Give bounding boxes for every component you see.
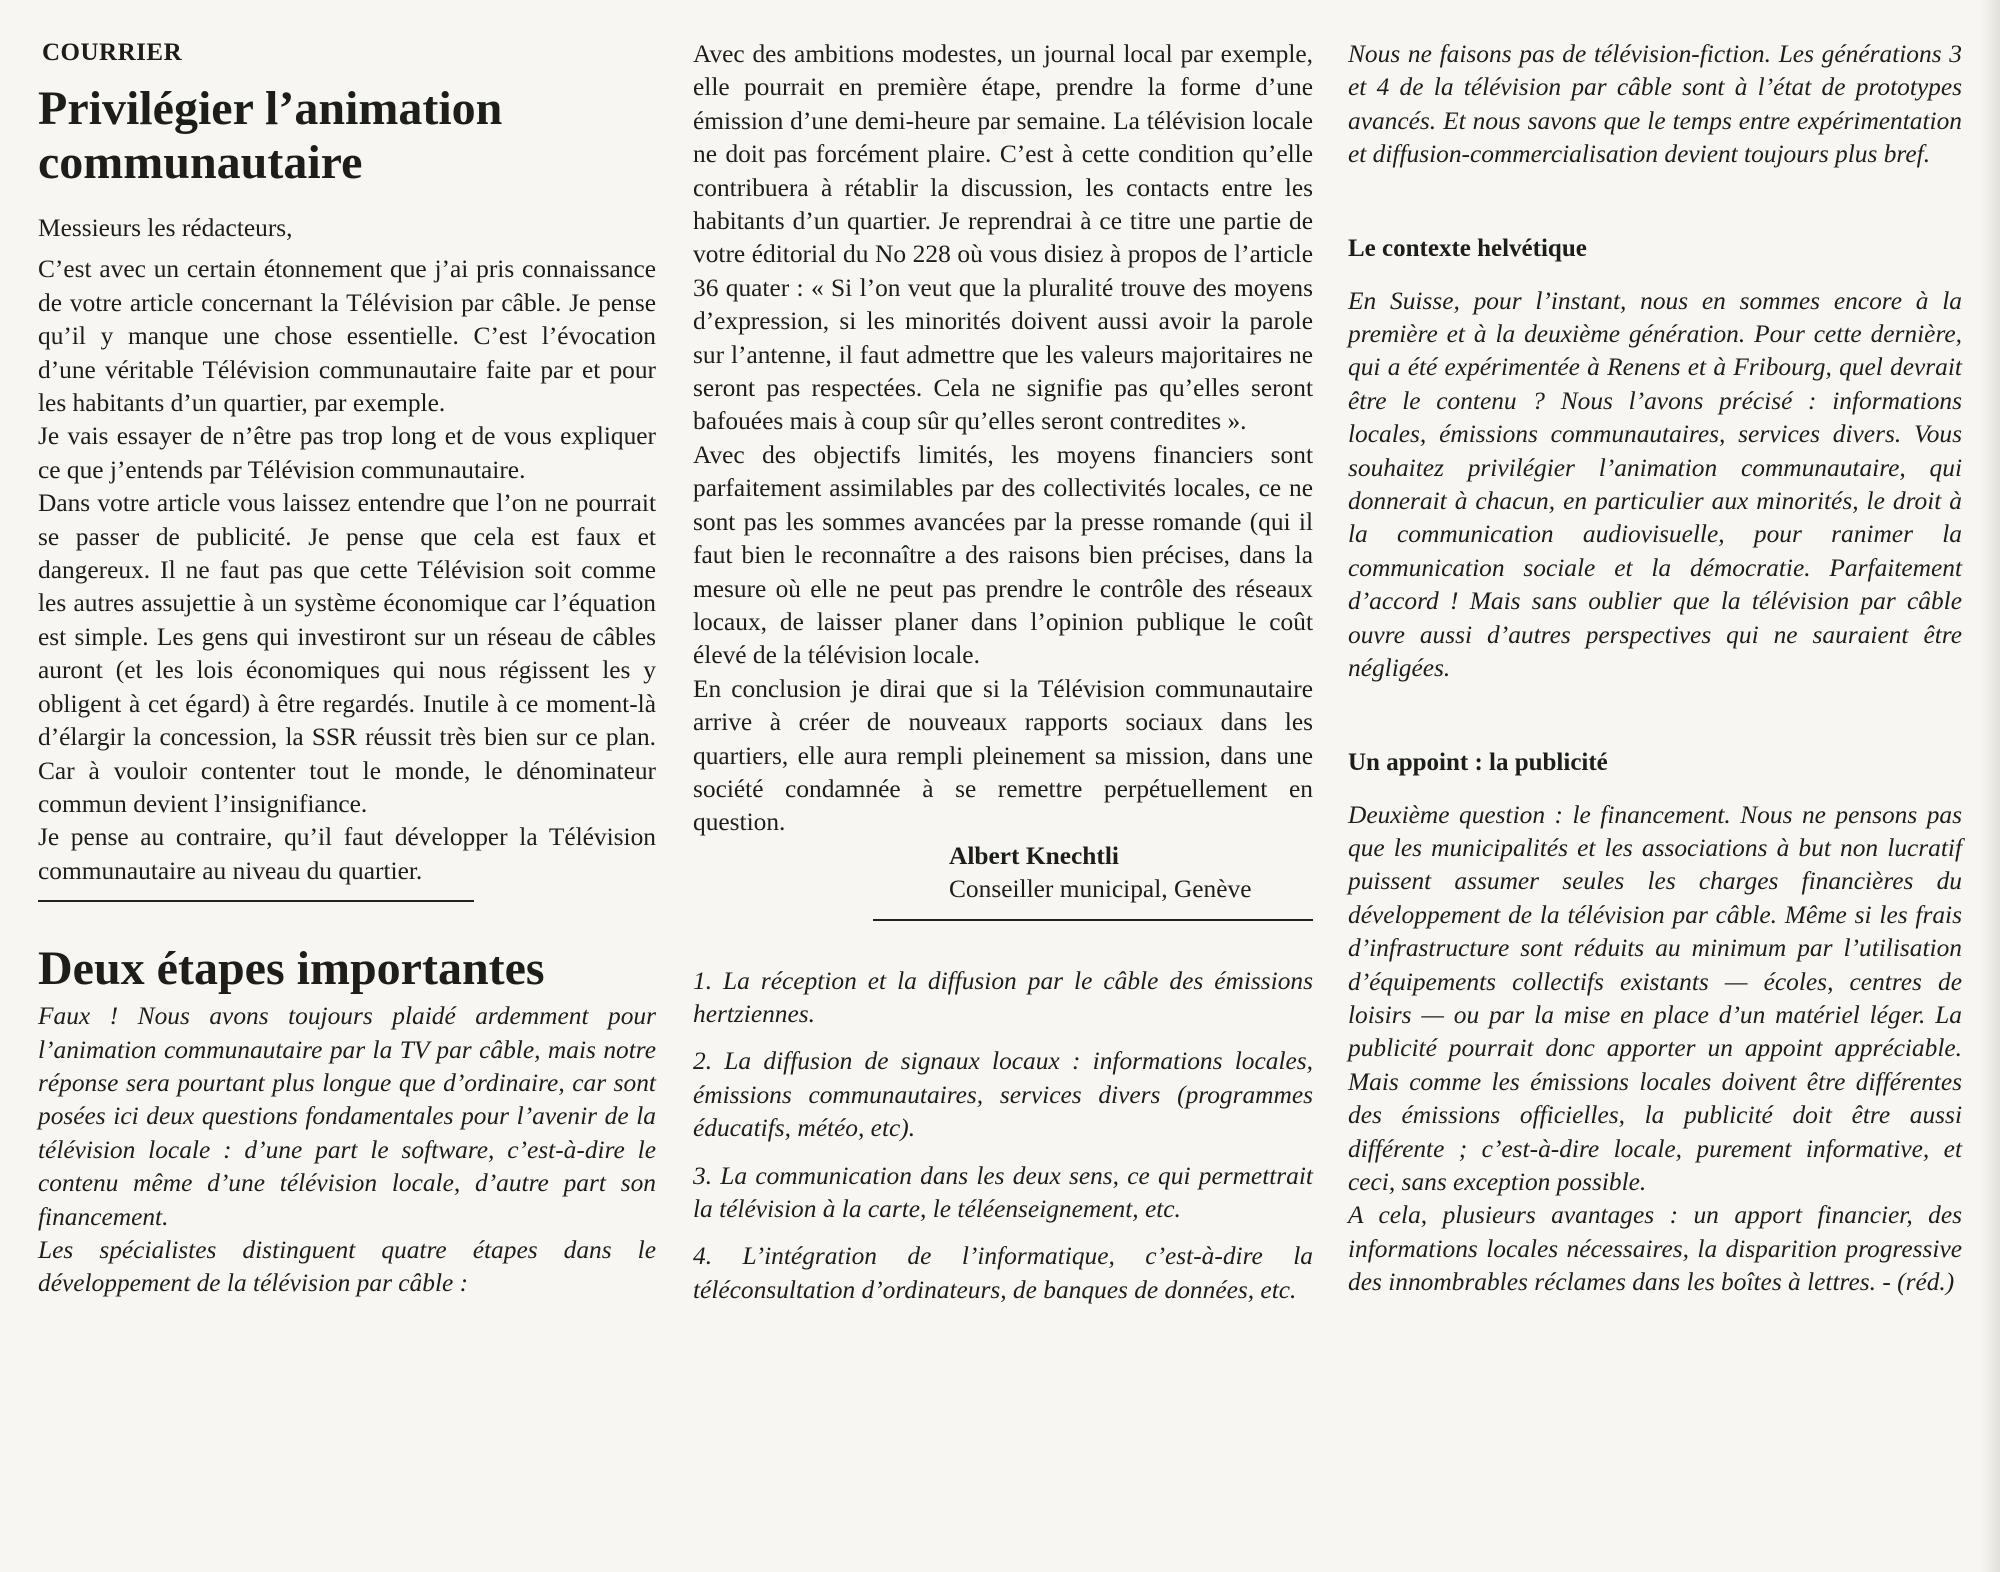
step-item: 1. La réception et la diffusion par le câble des émissions hertziennes.: [693, 966, 1313, 1028]
reply-title: Deux étapes importantes: [38, 942, 545, 996]
letter-paragraph: C’est avec un certain étonnement que j’ai pris connaissance de votre article concernant la Télévision par câble. Je pense qu’il y manque une chose essentielle. C’est l’évocation d’une véritable Télévision communautaire faite par et pour les habitants d’un quartier, par exemple.: [38, 255, 656, 418]
letter-title: Privilégier l’animation communautaire: [38, 82, 503, 189]
letter-salutation: Messieurs les rédacteurs,: [38, 214, 293, 242]
subheading-swiss-context: Le contexte helvétique: [1348, 234, 1587, 262]
letter-paragraph: Je vais essayer de n’être pas trop long et de vous expliquer ce que j’entends par Télévision communautaire.: [38, 422, 656, 484]
letter-paragraph: Dans votre article vous laissez entendre que l’on ne pourrait se passer de publicité. Je pense que cela est faux et dangereux. Il ne faut pas que cette Télévision soit comme les autres assujettie à un système économique car l’équation est simple. Les gens qui investiront sur un réseau de câbles auront (et les lois économiques qui nous régissent les y obligent à cet égard) à être regardés. Inutile à ce moment-là d’élargir la concession, la SSR réussit très bien sur ce plan. Car à vouloir contenter tout le monde, le dénominateur commun devient l’insignifiance.: [38, 489, 656, 818]
subheading-advertising: Un appoint : la publicité: [1348, 748, 1608, 776]
letter-paragraph: Avec des objectifs limités, les moyens financiers sont parfaitement assimilables par des collectivités locales, ce ne sont pas les sommes avancées par la presse romande (qui il faut bien le reconnaître a des raisons bien précises, dans la mesure où elle ne peut pas prendre le contrôle des réseaux locaux, de laisser planer dans l’opinion publique le coût élevé de la télévision locale.: [693, 440, 1313, 670]
reply-paragraph: Nous ne faisons pas de télévision-fiction. Les générations 3 et 4 de la télévision par câble sont à l’état de prototypes avancés. Et nous savons que le temps entre expérimentation et diffusion-commercialisation devient toujours plus bref.: [1348, 40, 1962, 169]
column-middle: [693, 38, 1313, 1307]
step-item: 3. La communication dans les deux sens, ce qui permettrait la télévision à la carte, le téléenseignement, etc.: [693, 1161, 1313, 1223]
signature-name: Albert Knechtli: [949, 841, 1119, 870]
letter-paragraph: Avec des ambitions modestes, un journal local par exemple, elle pourrait en première étape, prendre la forme d’une émission d’une demi-heure par semaine. La télévision locale ne doit pas forcément plaire. C’est à cette condition qu’elle contribuera à rétablir la discussion, les contacts entre les habitants d’un quartier. Je reprendrai à ce titre une partie de votre éditorial du No 228 où vous disiez à propos de l’article 36 quater : « Si l’on veut que la pluralité trouve des moyens d’expression, si les minorités doivent aussi avoir la parole sur l’antenne, il faut admettre que les valeurs majoritaires ne seront pas respectées. Cela ne signifie pas qu’elles seront bafouées mais à coup sûr qu’elles seront contredites ».: [693, 40, 1313, 436]
column-right: [1348, 38, 1962, 1300]
section-rubric: COURRIER: [42, 39, 183, 66]
letter-paragraph: En conclusion je dirai que si la Télévision communautaire arrive à créer de nouveaux rapports sociaux dans les quartiers, elle aura rempli pleinement sa mission, dans une société condamnée à se remettre perpétuellement en question.: [693, 674, 1313, 837]
step-item: 2. La diffusion de signaux locaux : informations locales, émissions communautaires, services divers (programmes éducatifs, météo, etc).: [693, 1047, 1313, 1143]
reply-paragraph: Les spécialistes distinguent quatre étapes dans le développement de la télévision par câble :: [38, 1235, 656, 1298]
signature-role: Conseiller municipal, Genève: [949, 875, 1252, 904]
reply-paragraph: A cela, plusieurs avantages : un apport financier, des informations locales nécessaires, la disparition progressive des innombrables réclames dans les boîtes à lettres. - (réd.): [1348, 1201, 1962, 1297]
letter-paragraph: Je pense au contraire, qu’il faut développer la Télévision communautaire au niveau du quartier.: [38, 823, 656, 885]
page-edge-shadow: [1980, 0, 2000, 1572]
column-left: [38, 38, 656, 1301]
reply-paragraph: Deuxième question : le financement. Nous ne pensons pas que les municipalités et les associations à but non lucratif puissent assumer seules les charges financières du développement de la télévision par câble. Même si les frais d’infrastructure sont réduits au minimum par l’utilisation d’équipements collectifs existants — écoles, centres de loisirs — ou par la mise en place d’un matériel léger. La publicité pourrait donc apporter un appoint appréciable. Mais comme les émissions locales doivent être différentes des émissions officielles, la publicité doit être aussi différente ; c’est-à-dire locale, purement informative, et ceci, sans exception possible.: [1348, 800, 1962, 1196]
reply-paragraph: En Suisse, pour l’instant, nous en sommes encore à la première et à la deuxième génération. Pour cette dernière, qui a été expérimentée à Renens et à Fribourg, quel devrait être le contenu ? Nous l’avons précisé : informations locales, émissions communautaires, services divers. Vous souhaitez privilégier l’animation communautaire, qui donnerait à chacun, en particulier aux minorités, le droit à la communication audiovisuelle, pour ranimer la communication sociale et la démocratie. Parfaitement d’accord ! Mais sans oublier que la télévision par câble ouvre aussi d’autres perspectives qui ne sauraient être négligées.: [1348, 286, 1962, 683]
step-item: 4. L’intégration de l’informatique, c’est-à-dire la téléconsultation d’ordinateurs, de banques de données, etc.: [693, 1242, 1313, 1304]
reply-paragraph: Faux ! Nous avons toujours plaidé ardemment pour l’animation communautaire par la TV par câble, mais notre réponse sera pourtant plus longue que d’ordinaire, car sont posées ici deux questions fondamentales pour l’avenir de la télévision locale : d’une part le software, c’est-à-dire le contenu même d’une télévision locale, d’autre part son financement.: [38, 1002, 656, 1231]
